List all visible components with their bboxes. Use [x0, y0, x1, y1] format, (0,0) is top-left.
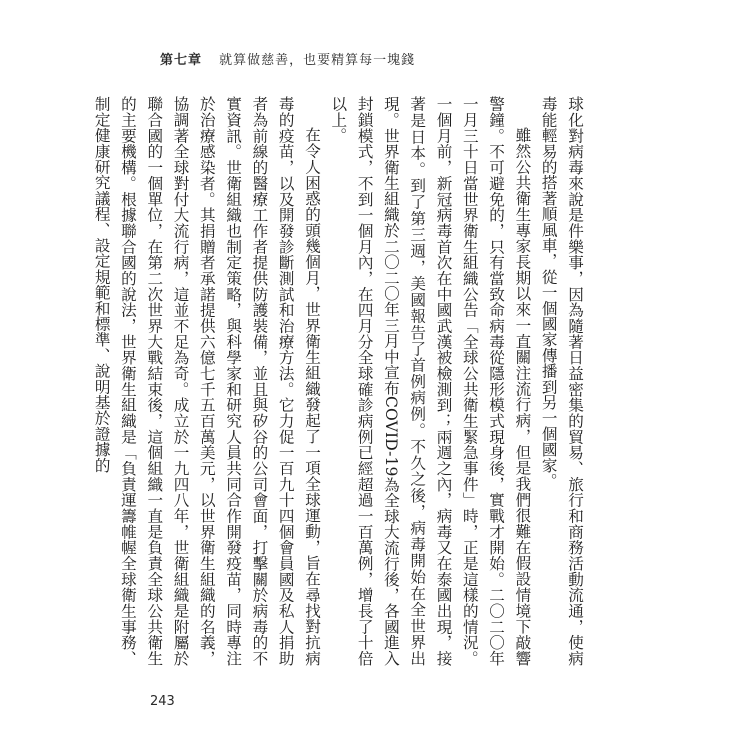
paragraph: 雖然公共衛生專家長期以來一直關注流行病，但是我們很難在假設情境下敲響警鐘。不可避免的，只有當致命病毒從隱形模式現身後，實戰才開始。二〇二〇年一月三十日當世界衛生組織公告「全球公共衛生緊急事件」時，正是這樣的情況。一個月前，新冠病毒首次在中國武漢被檢測到；兩週之內，病毒又在泰國出現，接著是日本。到了第三週，美國報告了首例病例。不久之後，病毒開始在全世界出現。世界衛生組織於二〇二〇年三月中宣布COVID-19為全球大流行後，各國進入封鎖模式，不到一個月內，在四月分全球確診病例已經超過一百萬例，增長了十倍以上。: [329, 96, 532, 666]
page-number: 243: [150, 694, 175, 709]
running-header: [160, 49, 415, 68]
chapter-label: 第七章: [160, 53, 203, 68]
chapter-subtitle: 就算做慈善，也要精算每一塊錢: [219, 53, 416, 68]
body-text: [92, 96, 588, 666]
paragraph: 球化對病毒來說是件樂事，因為隨著日益密集的貿易、旅行和商務活動流通，使病毒能輕易的搭著順風車，從一個國家傳播到另一個國家。: [539, 96, 584, 666]
paragraph: 在令人困惑的頭幾個月，世界衛生組織發起了一項全球運動，旨在尋找對抗病毒的疫苗，以及開發診斷測試和治療方法。它力促一百九十四個會員國及私人捐助者為前線的醫療工作者提供防護裝備，並且與矽谷的公司會面，打擊關於病毒的不實資訊。世衛組織也制定策略，與科學家和研究人員共同合作開發疫苗，同時專注於治療感染者。其捐贈者承諾提供六億七千五百萬美元，以世界衛生組織的名義，協調著全球對付大流行病，這並不足為奇。成立於一九四八年，世衛組織是附屬於聯合國的一個單位，在第二次世界大戰結束後，這個組織一直是負責全球公共衛生的主要機構。根據聯合國的說法，世界衛生組織是「負責運籌帷幄全球衛生事務、制定健康研究議程、設定規範和標準、說明基於證據的: [92, 96, 322, 666]
